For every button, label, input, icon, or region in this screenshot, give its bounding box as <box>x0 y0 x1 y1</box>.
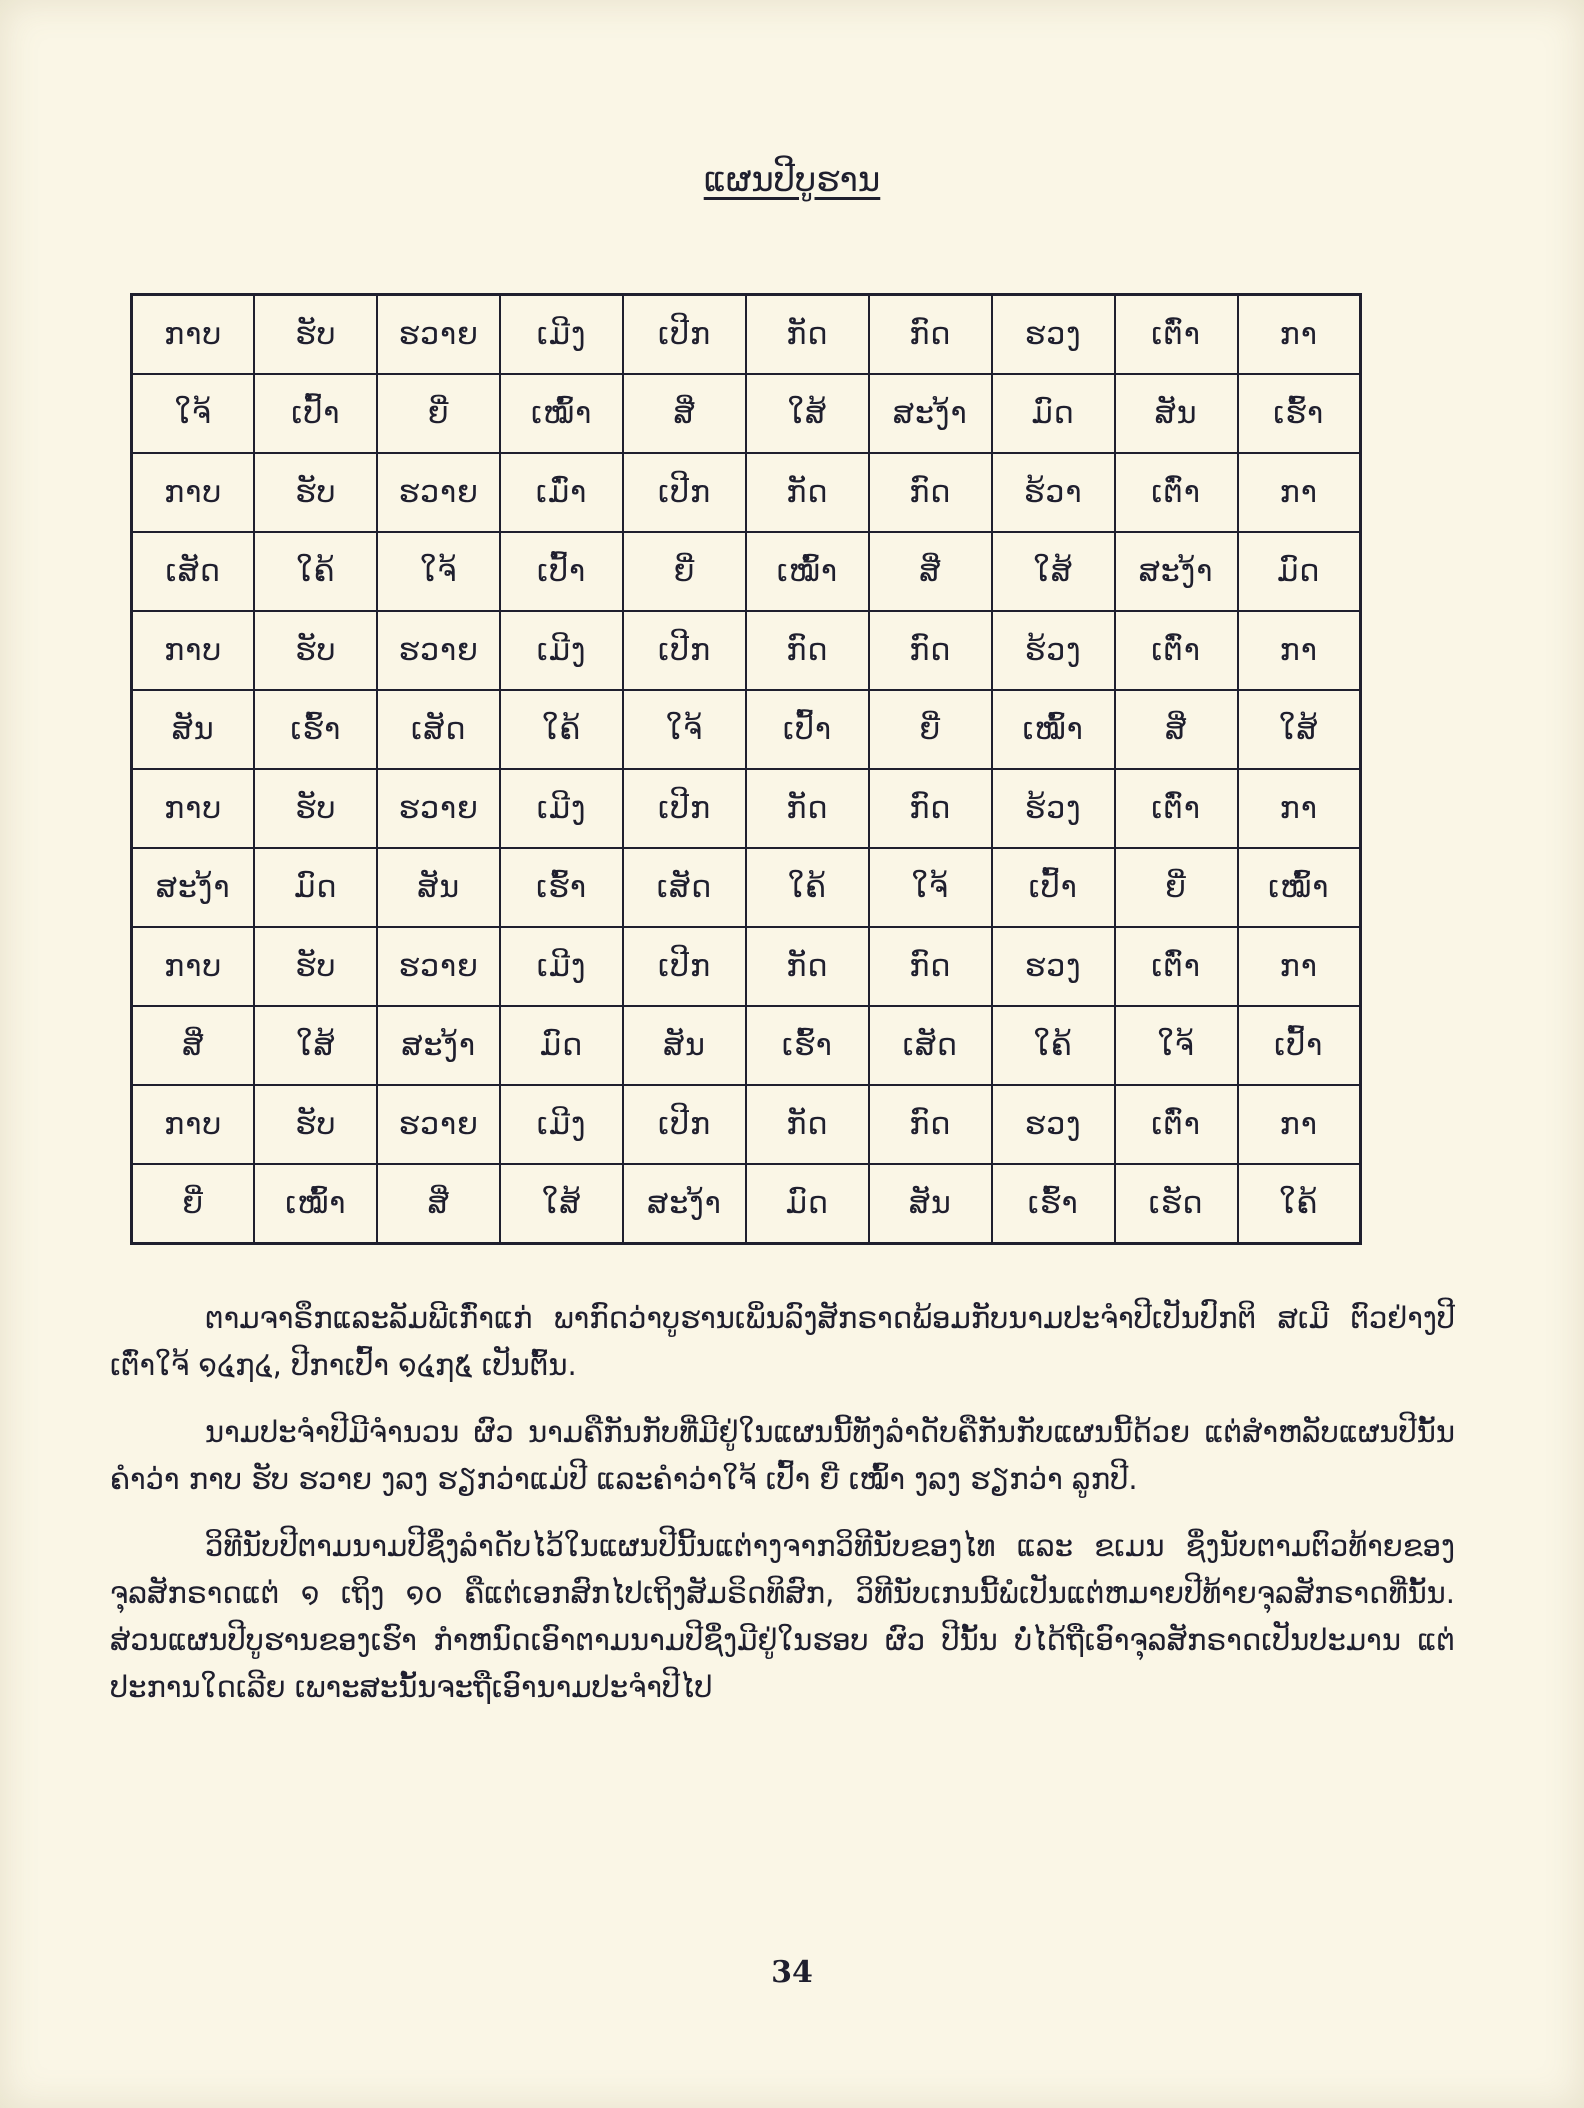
table-cell: ຍີ່ <box>1115 848 1238 927</box>
table-row <box>132 927 1361 1006</box>
table-cell: ຮ້ວງ <box>992 769 1115 848</box>
table-cell: ກາ <box>1238 769 1361 848</box>
table-cell: ຍີ່ <box>869 690 992 769</box>
table-cell: ຮັບ <box>254 453 377 532</box>
table-cell: ສີ່ <box>377 1164 500 1244</box>
table-cell: ເປີກ <box>623 295 746 375</box>
table-cell: ສັນ <box>1115 374 1238 453</box>
table-cell: ຮ້ວງ <box>992 611 1115 690</box>
table-cell: ເປົ້າ <box>254 374 377 453</box>
table-cell: ມົດ <box>500 1006 623 1085</box>
table-cell: ສະງ້າ <box>132 848 255 927</box>
table-cell: ຮວາຍ <box>377 295 500 375</box>
table-row <box>132 374 1361 453</box>
table-row <box>132 295 1361 375</box>
table-cell: ໃຄ້ <box>500 690 623 769</box>
table-cell: ເປີກ <box>623 611 746 690</box>
table-row <box>132 1164 1361 1244</box>
table-cell: ກາ <box>1238 453 1361 532</box>
table-cell: ມົດ <box>746 1164 869 1244</box>
table-cell: ກັດ <box>746 453 869 532</box>
table-cell: ເຮົ້າ <box>254 690 377 769</box>
table-cell: ສະງ້າ <box>869 374 992 453</box>
table-cell: ໃສ້ <box>992 532 1115 611</box>
table-cell: ເຮົ້າ <box>992 1164 1115 1244</box>
table-cell: ເປົ້າ <box>1238 1006 1361 1085</box>
table-cell: ເປີກ <box>623 1085 746 1164</box>
paragraph-2: ນາມປະຈຳປີມີຈຳນວນ ຜົວ ນາມຄືກັນກັບທີ່ມີຢູ່ໃນແຜນນີ້ທັງລຳດັບຄືກັນກັບແຜນນີ້ດ້ວຍ ແຕ່ສຳຫລັບແຜນປີນັ້ນ ຄຳວ່າ ກາບ ຮັບ ຮວາຍ ງລງ ຮຽກວ່າແມ່ປີ ແລະຄຳວ່າໃຈ້ ເປົ້າ ຍີ່ ເໝົ້າ ງລງ ຮຽກວ່າ ລູກປີ. <box>110 1415 1455 1496</box>
year-calendar-table-body <box>132 295 1361 1244</box>
table-cell: ໃຈ້ <box>377 532 500 611</box>
table-cell: ສີ່ <box>623 374 746 453</box>
table-cell: ເສັດ <box>623 848 746 927</box>
table-cell: ກາບ <box>132 1085 255 1164</box>
table-cell: ເຮົ້າ <box>746 1006 869 1085</box>
table-cell: ມົດ <box>1238 532 1361 611</box>
table-cell: ກົດ <box>869 769 992 848</box>
table-cell: ຮ້ວາ <box>992 453 1115 532</box>
table-cell: ເມີງ <box>500 295 623 375</box>
table-cell: ກົດ <box>869 611 992 690</box>
table-cell: ຍີ່ <box>623 532 746 611</box>
table-cell: ເປີກ <box>623 769 746 848</box>
table-cell: ຮັບ <box>254 611 377 690</box>
table-cell: ເຮົ້າ <box>1238 374 1361 453</box>
table-cell: ເມີງ <box>500 611 623 690</box>
table-cell: ສີ່ <box>132 1006 255 1085</box>
table-cell: ກາ <box>1238 295 1361 375</box>
table-cell: ກົດ <box>869 453 992 532</box>
table-cell: ສັນ <box>132 690 255 769</box>
table-cell: ເມີງ <box>500 927 623 1006</box>
table-cell: ກົດ <box>746 611 869 690</box>
table-cell: ໃຈ້ <box>132 374 255 453</box>
table-cell: ກາບ <box>132 453 255 532</box>
table-cell: ໃສ້ <box>500 1164 623 1244</box>
table-cell: ກົດ <box>869 1085 992 1164</box>
table-cell: ກາ <box>1238 611 1361 690</box>
table-cell: ກາບ <box>132 769 255 848</box>
table-cell: ສີ່ <box>869 532 992 611</box>
table-cell: ໃຄ້ <box>1238 1164 1361 1244</box>
table-cell: ກັດ <box>746 1085 869 1164</box>
table-cell: ໃສ້ <box>746 374 869 453</box>
table-cell: ສັນ <box>623 1006 746 1085</box>
table-cell: ຮັບ <box>254 927 377 1006</box>
table-cell: ມົດ <box>992 374 1115 453</box>
table-cell: ຮວງ <box>992 1085 1115 1164</box>
table-cell: ໃຈ້ <box>869 848 992 927</box>
table-cell: ໃຄ້ <box>746 848 869 927</box>
table-cell: ເມີງ <box>500 769 623 848</box>
table-cell: ຮວາຍ <box>377 453 500 532</box>
table-cell: ໃຄ້ <box>254 532 377 611</box>
table-cell: ເປົ້າ <box>500 532 623 611</box>
table-cell: ເສັດ <box>869 1006 992 1085</box>
table-cell: ສີ່ <box>1115 690 1238 769</box>
table-cell: ກົດ <box>869 295 992 375</box>
table-cell: ຍີ່ <box>377 374 500 453</box>
body-text <box>110 1295 1455 1731</box>
table-cell: ສະງ້າ <box>1115 532 1238 611</box>
table-cell: ເສັດ <box>132 532 255 611</box>
table-row <box>132 1085 1361 1164</box>
table-cell: ເສັດ <box>377 690 500 769</box>
table-cell: ເໝົ້າ <box>1238 848 1361 927</box>
table-cell: ໃຄ້ <box>992 1006 1115 1085</box>
table-cell: ຮວາຍ <box>377 611 500 690</box>
table-cell: ກາບ <box>132 611 255 690</box>
table-cell: ເຕົ່າ <box>1115 611 1238 690</box>
table-cell: ສັນ <box>869 1164 992 1244</box>
paragraph-1: ຕາມຈາຣຶກແລະລັມພີເກົ່າແກ່ ພາກົດວ່າບູຮານເພິ່ນລົງສັກຣາດພ້ອມກັບນາມປະຈຳປີເປັນປົກຕິ ສເມີ ຕົວຢ່າງປີເຕົ່າໃຈ້ ໑໔໗໔, ປີກາເປົ້າ ໑໔໗໕ ເປັນຕົ້ນ. <box>110 1301 1455 1382</box>
table-cell: ຮວາຍ <box>377 1085 500 1164</box>
year-calendar-table <box>130 293 1362 1245</box>
table-cell: ກາ <box>1238 927 1361 1006</box>
table-row <box>132 690 1361 769</box>
table-row <box>132 769 1361 848</box>
table-cell: ຮວາຍ <box>377 769 500 848</box>
table-cell: ເຕົ່າ <box>1115 1085 1238 1164</box>
table-cell: ຍີ່ <box>132 1164 255 1244</box>
table-cell: ເມີງ <box>500 1085 623 1164</box>
table-cell: ໃຈ້ <box>623 690 746 769</box>
table-cell: ຮັບ <box>254 769 377 848</box>
table-cell: ເຕົ່າ <box>1115 769 1238 848</box>
table-cell: ເຕົ່າ <box>1115 927 1238 1006</box>
table-cell: ໃຈ້ <box>1115 1006 1238 1085</box>
table-cell: ເຮັດ <box>1115 1164 1238 1244</box>
table-cell: ມົດ <box>254 848 377 927</box>
table-cell: ກາບ <box>132 295 255 375</box>
page-title-text: ແຜນປີບູຮານ <box>703 160 881 200</box>
table-cell: ສະງ້າ <box>623 1164 746 1244</box>
table-cell: ເປີກ <box>623 927 746 1006</box>
table-cell: ຮວາຍ <box>377 927 500 1006</box>
table-row <box>132 611 1361 690</box>
table-row <box>132 1006 1361 1085</box>
table-cell: ກັດ <box>746 295 869 375</box>
page-number: 34 <box>771 1955 813 1990</box>
table-cell: ໃສ້ <box>1238 690 1361 769</box>
page-title <box>0 158 1584 202</box>
table-cell: ເປົ້າ <box>992 848 1115 927</box>
table-cell: ຮວງ <box>992 295 1115 375</box>
table-row <box>132 848 1361 927</box>
table-cell: ເໝົ້າ <box>500 374 623 453</box>
table-cell: ເໝົ້າ <box>254 1164 377 1244</box>
table-cell: ເຕົ່າ <box>1115 295 1238 375</box>
table-cell: ເຕົ່າ <box>1115 453 1238 532</box>
table-row <box>132 453 1361 532</box>
table-cell: ເມົ່າ <box>500 453 623 532</box>
table-cell: ຮັບ <box>254 295 377 375</box>
table-cell: ກາບ <box>132 927 255 1006</box>
table-cell: ເປົ້າ <box>746 690 869 769</box>
table-cell: ກາ <box>1238 1085 1361 1164</box>
table-cell: ກັດ <box>746 927 869 1006</box>
table-cell: ສະງ້າ <box>377 1006 500 1085</box>
table-cell: ຮັບ <box>254 1085 377 1164</box>
table-row <box>132 532 1361 611</box>
table-cell: ເຮົ້າ <box>500 848 623 927</box>
table-cell: ຮວງ <box>992 927 1115 1006</box>
table-cell: ກັດ <box>746 769 869 848</box>
table-cell: ເໝົ້າ <box>746 532 869 611</box>
table-cell: ເໝົ້າ <box>992 690 1115 769</box>
table-cell: ໃສ້ <box>254 1006 377 1085</box>
paragraph-3: ວິທີນັບປີຕາມນາມປີຊຶ່ງລຳດັບໄວ້ໃນແຜນປີນີ້ນແຕ່າງຈາກວິທີນັບຂອງໄທ ແລະ ຂເມນ ຊຶ່ງນັບຕາມຕົວທ້າຍຂອງຈຸລສັກຣາດແຕ່ ໑ ເຖິງ ໑໐ ຄືແຕ່ເອກສົກໄປເຖິງສັມຣິດທິສົກ, ວິທີນັບເກນນີ້ພໍເປັນແຕ່ຫມາຍປີທ້າຍຈຸລສັກຣາດທີ່ນັ້ນ. ສ່ວນແຜນປີບູຮານຂອງເຮົາ ກຳຫນົດເອົາຕາມນາມປີຊຶ່ງມີຢູ່ໃນຮອບ ຜົວ ປີນັ້ນ ບໍ່ໄດ້ຖືເອົາຈຸລສັກຣາດເປັນປະມານ ແຕ່ປະການໃດເລີຍ ເພາະສະນັ້ນຈະຖືເອົານາມປະຈຳປີໄປ <box>110 1529 1455 1704</box>
table-cell: ກົດ <box>869 927 992 1006</box>
table-cell: ສັນ <box>377 848 500 927</box>
table-cell: ເປີກ <box>623 453 746 532</box>
